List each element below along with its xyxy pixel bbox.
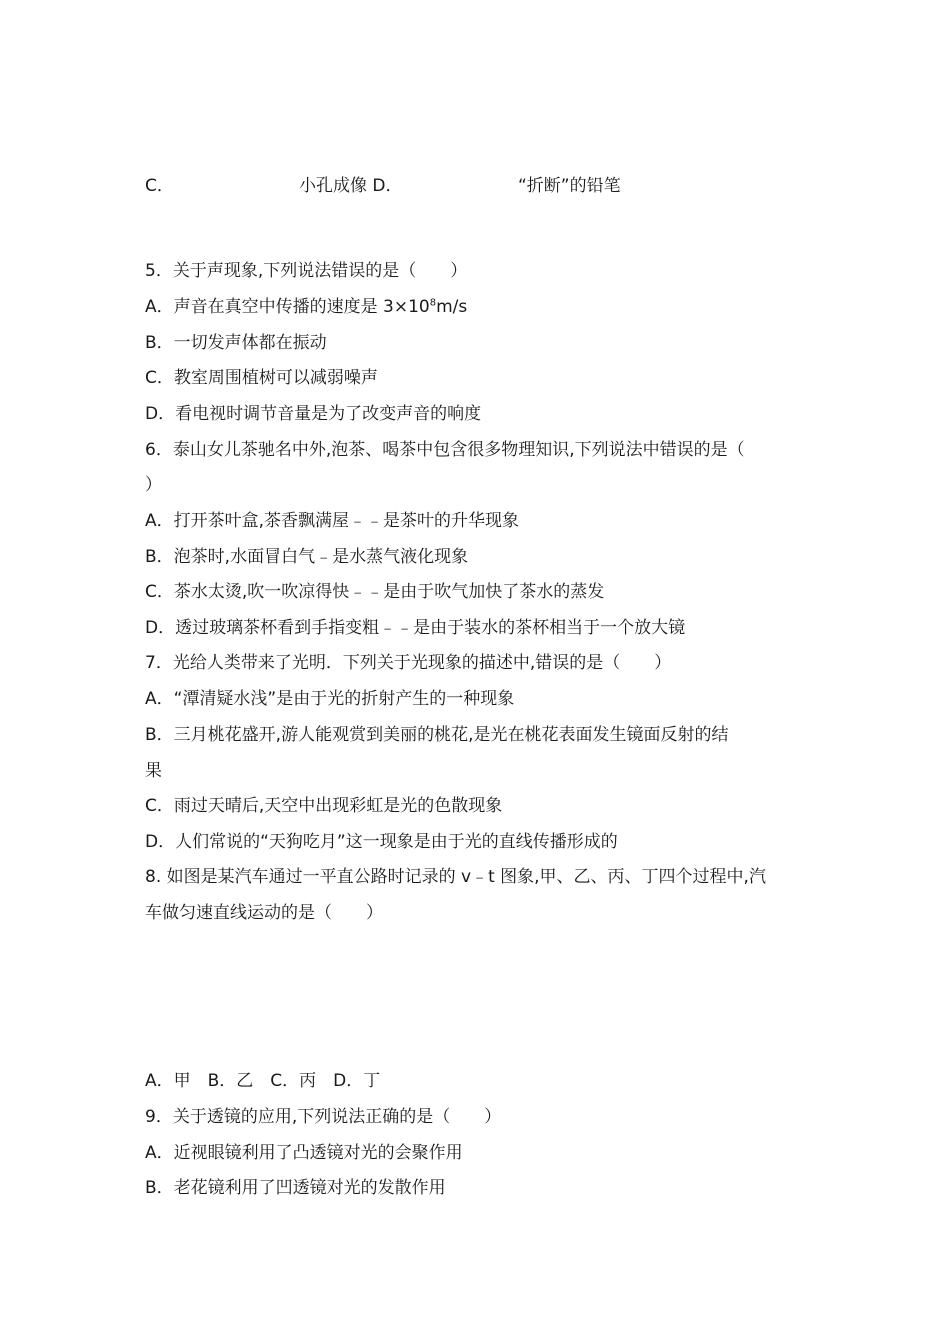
q7-stem: 7．光给人类带来了光明．下列关于光现象的描述中,错误的是（ ） — [145, 653, 672, 673]
q9-stem: 9．关于透镜的应用,下列说法正确的是（ ） — [145, 1107, 502, 1127]
q7-option-b-line1: B．三月桃花盛开,游人能观赏到美丽的桃花,是光在桃花表面发生镜面反射的结 — [145, 725, 729, 745]
q6-option-b: B．泡茶时,水面冒白气﹣是水蒸气液化现象 — [145, 547, 469, 567]
q6-option-c: C．茶水太烫,吹一吹凉得快﹣﹣是由于吹气加快了茶水的蒸发 — [145, 582, 605, 602]
option-c-text: 小孔成像 D． — [299, 176, 403, 196]
q8-stem-line1: 8. 如图是某汽车通过一平直公路时记录的 v﹣t 图象,甲、乙、丙、丁四个过程中,汽 — [145, 867, 766, 887]
q5-option-a-prefix: A．声音在真空中传播的速度是 3×10 — [145, 297, 430, 317]
q5-option-d: D．看电视时调节音量是为了改变声音的响度 — [145, 404, 482, 424]
q8-stem-line2: 车做匀速直线运动的是（ ） — [145, 903, 383, 923]
q5-stem: 5．关于声现象,下列说法错误的是（ ） — [145, 261, 468, 281]
q7-option-d: D．人们常说的“天狗吃月”这一现象是由于光的直线传播形成的 — [145, 832, 618, 852]
q7-option-a: A．“潭清疑水浅”是由于光的折射产生的一种现象 — [145, 689, 515, 709]
option-d-text: “折断”的铅笔 — [518, 176, 621, 196]
q5-option-a-exponent: 8 — [429, 297, 437, 309]
option-c-label: C． — [145, 176, 174, 196]
q6-stem-line1: 6．泰山女儿茶驰名中外,泡茶、喝茶中包含很多物理知识,下列说法中错误的是（ — [145, 440, 745, 460]
q9-option-b: B．老花镜利用了凹透镜对光的发散作用 — [145, 1178, 446, 1198]
q6-option-d: D．透过玻璃茶杯看到手指变粗﹣﹣是由于装水的茶杯相当于一个放大镜 — [145, 618, 686, 638]
q7-option-c: C．雨过天晴后,天空中出现彩虹是光的色散现象 — [145, 796, 503, 816]
q5-option-b: B．一切发声体都在振动 — [145, 333, 327, 353]
q9-option-a: A．近视眼镜利用了凸透镜对光的会聚作用 — [145, 1143, 463, 1163]
q5-option-c: C．教室周围植树可以减弱噪声 — [145, 368, 378, 388]
q7-option-b-line2: 果 — [145, 761, 162, 781]
q8-options: A．甲 B．乙 C．丙 D．丁 — [145, 1071, 381, 1091]
q5-option-a-suffix: m/s — [436, 297, 468, 317]
q6-stem-line2: ） — [145, 475, 162, 495]
q6-option-a: A．打开茶叶盒,茶香飘满屋﹣﹣是茶叶的升华现象 — [145, 511, 520, 531]
q5-option-a — [145, 296, 467, 318]
